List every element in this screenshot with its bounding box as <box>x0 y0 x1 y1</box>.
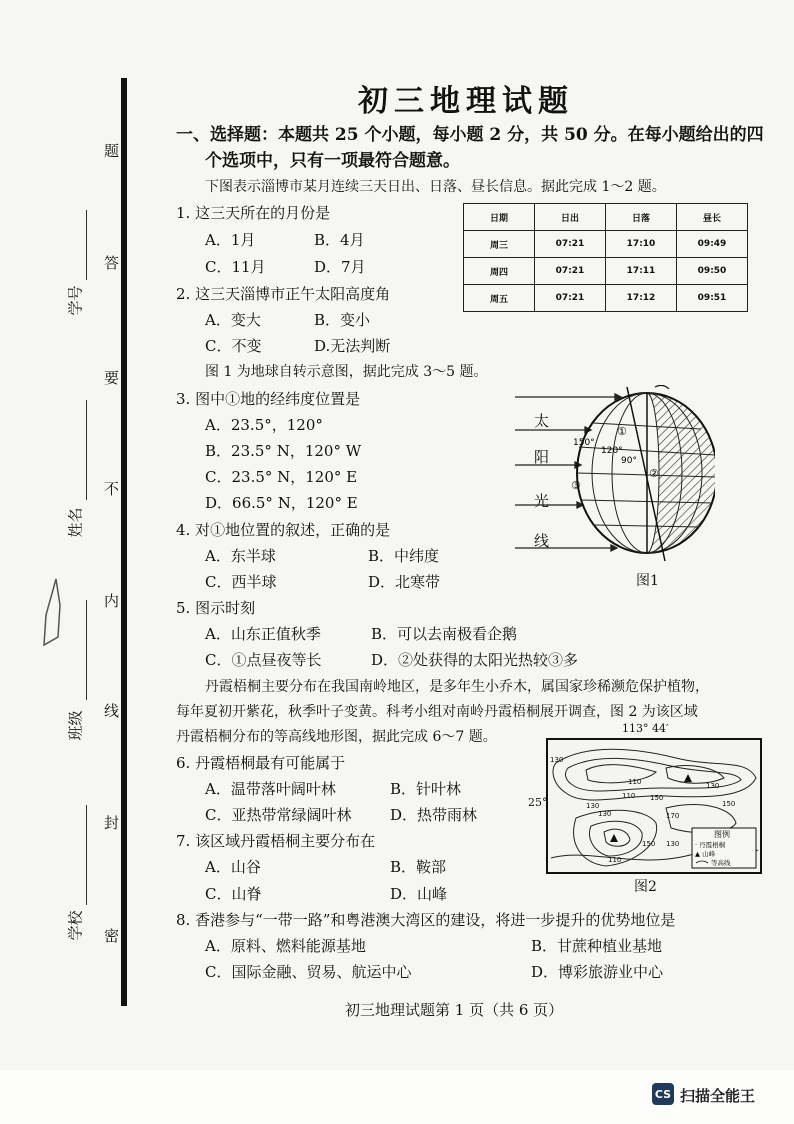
option-b[interactable]: B．针叶林 <box>390 780 462 798</box>
question-stem: 4. 对①地位置的叙述，正确的是 <box>176 521 391 539</box>
longitude-label: 113° 44′ <box>622 722 669 735</box>
option-d[interactable]: D．博彩旅游业中心 <box>531 963 664 981</box>
option-b[interactable]: B．4月 <box>314 231 365 249</box>
section-heading: 个选项中，只有一项最符合题意。 <box>205 151 460 171</box>
contour-label: 110 <box>608 856 622 864</box>
option-a[interactable]: A．东半球 <box>205 547 276 565</box>
option-c[interactable]: C．11月 <box>205 258 266 276</box>
table-cell: 周三 <box>464 231 535 258</box>
option-c[interactable]: C．山脊 <box>205 885 262 903</box>
intro-text: 丹霞梧桐分布的等高线地形图，据此完成 6～7 题。 <box>176 729 497 745</box>
intro-text: 下图表示淄博市某月连续三天日出、日落、昼长信息。据此完成 1～2 题。 <box>205 179 666 195</box>
option-d[interactable]: D．②处获得的太阳光热较③多 <box>371 651 579 669</box>
option-b[interactable]: B．变小 <box>314 311 371 329</box>
seal-char: 不 <box>104 480 120 498</box>
option-a[interactable]: A．山谷 <box>205 858 261 876</box>
seal-char: 答 <box>104 254 120 272</box>
table-cell: 09:51 <box>677 285 748 312</box>
pen-mark <box>38 575 68 650</box>
seal-char: 题 <box>104 142 120 160</box>
legend-item: 等高线 <box>711 859 731 867</box>
contour-label: 130 <box>550 756 564 764</box>
contour-label: 130 <box>666 840 680 848</box>
page-footer: 初三地理试题第 1 页（共 6 页） <box>345 1001 564 1019</box>
sun-info-table <box>463 203 748 312</box>
table-cell: 09:50 <box>677 258 748 285</box>
option-b[interactable]: B．中纬度 <box>368 547 440 565</box>
option-a[interactable]: A．1月 <box>205 231 256 249</box>
class-field[interactable] <box>86 600 87 700</box>
sunlight-label: 光 <box>534 492 550 510</box>
school-label: 学校 <box>66 910 85 941</box>
figure-1-caption: 图1 <box>636 573 659 589</box>
point-1: ① <box>617 425 627 438</box>
table-cell: 17:11 <box>606 258 677 285</box>
legend-item: · 丹霞梧桐 <box>695 841 726 849</box>
table-cell: 17:10 <box>606 231 677 258</box>
option-b[interactable]: B．23.5° N，120° W <box>205 442 362 460</box>
option-a[interactable]: A．温带落叶阔叶林 <box>205 780 336 798</box>
sunlight-label: 阳 <box>534 448 550 466</box>
class-label: 班级 <box>66 710 85 741</box>
table-header: 日落 <box>606 204 677 231</box>
table-cell: 07:21 <box>535 231 606 258</box>
question-stem: 5. 图示时刻 <box>176 599 256 617</box>
intro-text: 每年夏初开紫花，秋季叶子变黄。科考小组对南岭丹霞梧桐展开调查，图 2 为该区域 <box>176 704 698 720</box>
camscanner-logo-icon: CS <box>652 1083 674 1105</box>
question-stem: 7. 该区域丹霞梧桐主要分布在 <box>176 832 376 850</box>
seal-char: 线 <box>104 702 120 720</box>
option-d[interactable]: D．7月 <box>314 258 366 276</box>
seal-char: 密 <box>104 927 120 945</box>
section-heading: 一、选择题：本题共 25 个小题，每小题 2 分，共 50 分。在每小题给出的四 <box>176 125 764 145</box>
school-field[interactable] <box>86 805 87 905</box>
contour-label: 110 <box>622 792 636 800</box>
question-stem: 2. 这三天淄博市正午太阳高度角 <box>176 285 391 303</box>
name-label: 姓名 <box>66 507 85 538</box>
student-id-field[interactable] <box>86 210 87 280</box>
question-stem: 8. 香港参与“一带一路”和粤港澳大湾区的建设，将进一步提升的优势地位是 <box>176 911 676 929</box>
option-a[interactable]: A．23.5°，120° <box>205 416 323 434</box>
seal-char: 内 <box>104 592 120 610</box>
option-d[interactable]: D．山峰 <box>390 885 448 903</box>
contour-label: 130 <box>598 810 612 818</box>
contour-label: 150 <box>642 840 656 848</box>
point-3: ③ <box>571 479 581 492</box>
binding-line <box>121 78 127 1006</box>
contour-label: 110 <box>628 778 642 786</box>
option-c[interactable]: C．不变 <box>205 337 262 355</box>
option-b[interactable]: B．鞍部 <box>390 858 447 876</box>
table-header: 昼长 <box>677 204 748 231</box>
intro-text: 丹霞梧桐主要分布在我国南岭地区，是多年生小乔木，属国家珍稀濒危保护植物， <box>205 679 709 695</box>
option-a[interactable]: A．山东正值秋季 <box>205 625 321 643</box>
intro-text: 图 1 为地球自转示意图，据此完成 3～5 题。 <box>205 364 488 380</box>
legend-title: 图例 <box>714 830 730 839</box>
label-90: 90° <box>621 456 637 466</box>
contour-label: 150 <box>650 794 664 802</box>
label-150: 150° <box>573 438 595 448</box>
student-id-label: 学号 <box>66 285 85 316</box>
latitude-label: 25° <box>528 796 548 809</box>
option-c[interactable]: C．①点昼夜等长 <box>205 651 322 669</box>
contour-label: 130 <box>706 782 720 790</box>
option-a[interactable]: A．原料、燃料能源基地 <box>205 937 366 955</box>
seal-char: 要 <box>104 369 120 387</box>
question-stem: 6. 丹霞梧桐最有可能属于 <box>176 754 346 772</box>
table-cell: 09:49 <box>677 231 748 258</box>
option-d[interactable]: D．热带雨林 <box>390 806 478 824</box>
seal-char: 封 <box>104 814 120 832</box>
option-d[interactable]: D．北寒带 <box>368 573 441 591</box>
sunlight-label: 线 <box>534 532 550 550</box>
option-d[interactable]: D.无法判断 <box>314 337 391 355</box>
table-header: 日期 <box>464 204 535 231</box>
contour-label: 150 <box>722 800 736 808</box>
option-c[interactable]: C．西半球 <box>205 573 277 591</box>
point-2: ② <box>649 467 659 480</box>
question-stem: 1. 这三天所在的月份是 <box>176 204 331 222</box>
contour-label: 170 <box>666 812 680 820</box>
page-title: 初三地理试题 <box>358 84 574 119</box>
option-b[interactable]: B．可以去南极看企鹅 <box>371 625 518 643</box>
table-cell: 周四 <box>464 258 535 285</box>
camscanner-watermark: 扫描全能王 <box>680 1087 756 1105</box>
table-cell: 17:12 <box>606 285 677 312</box>
figure-2-caption: 图2 <box>634 879 657 895</box>
table-cell: 07:21 <box>535 258 606 285</box>
table-cell: 周五 <box>464 285 535 312</box>
option-a[interactable]: A．变大 <box>205 311 261 329</box>
option-b[interactable]: B．甘蔗种植业基地 <box>531 937 663 955</box>
option-c[interactable]: C．亚热带常绿阔叶林 <box>205 806 352 824</box>
option-d[interactable]: D．66.5° N，120° E <box>205 494 358 512</box>
question-stem: 3. 图中①地的经纬度位置是 <box>176 390 361 408</box>
option-c[interactable]: C．国际金融、贸易、航运中心 <box>205 963 412 981</box>
option-c[interactable]: C．23.5° N，120° E <box>205 468 358 486</box>
table-header: 日出 <box>535 204 606 231</box>
name-field[interactable] <box>86 400 87 500</box>
legend-item: ▲ 山峰 <box>695 850 716 858</box>
figure-2-contour-map <box>546 738 762 874</box>
table-cell: 07:21 <box>535 285 606 312</box>
sunlight-label: 太 <box>534 412 550 430</box>
label-120: 120° <box>601 446 623 456</box>
contour-label: 130 <box>586 802 600 810</box>
